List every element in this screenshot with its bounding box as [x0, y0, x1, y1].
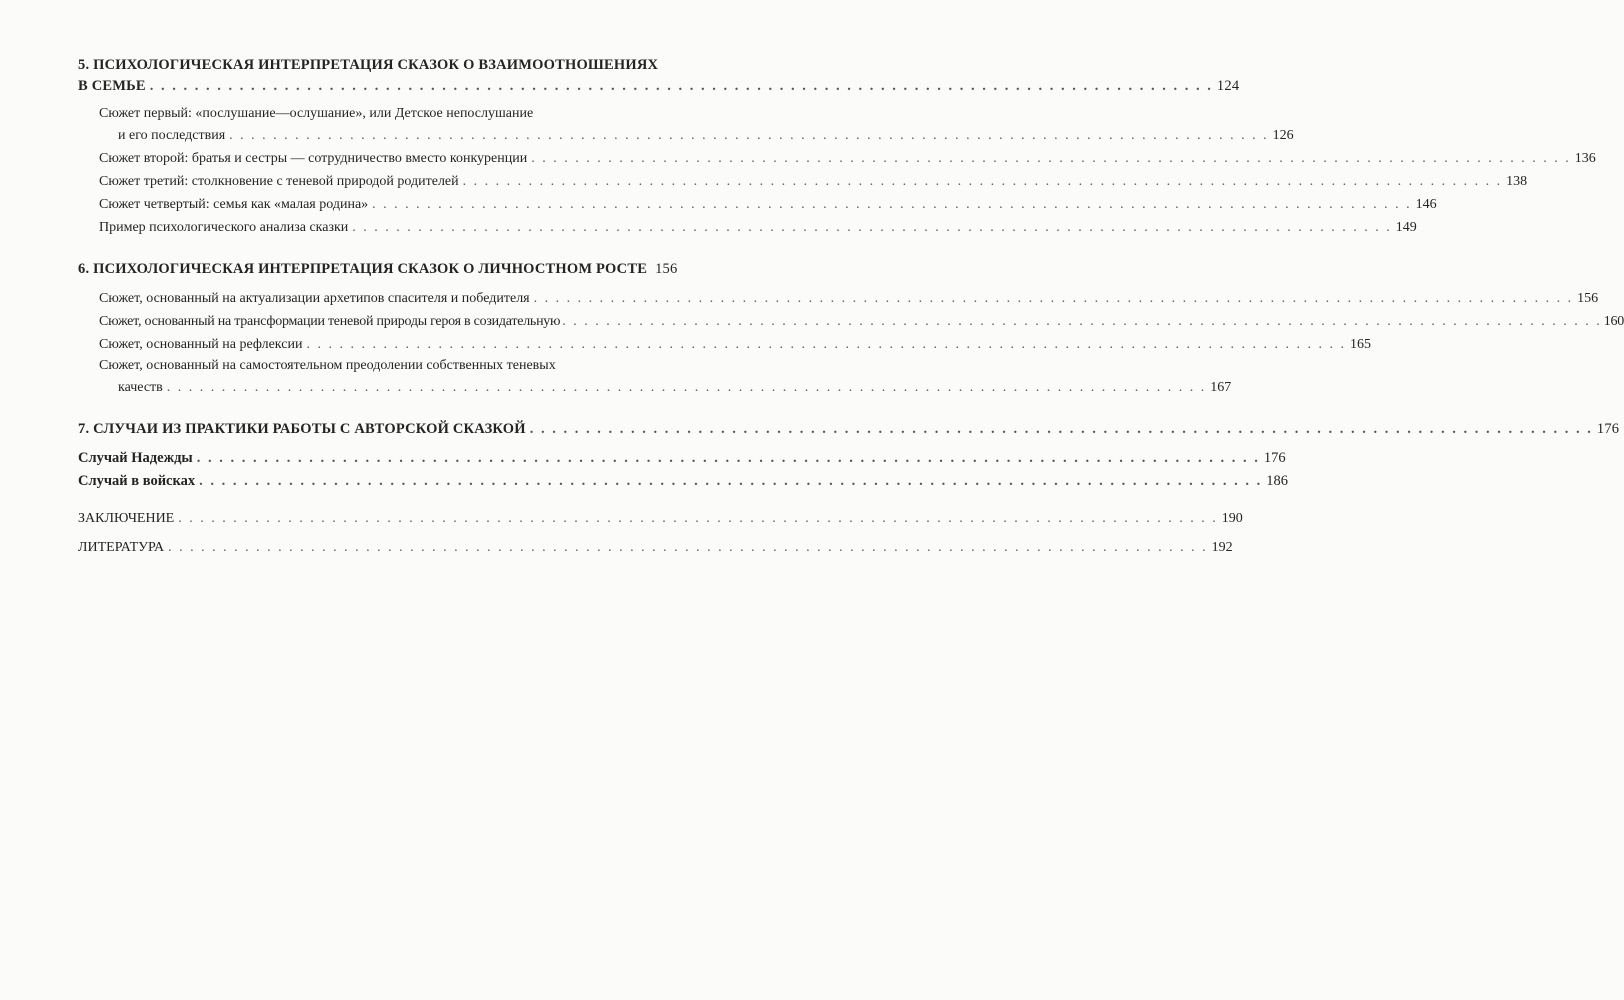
- toc-item[interactable]: [78, 333, 1371, 356]
- page-number: 165: [1349, 337, 1371, 352]
- item-title: Сюжет третий: столкновение с теневой природой родителей: [99, 174, 459, 189]
- page-number: 176: [1596, 421, 1620, 437]
- leader-dots: [534, 287, 1574, 310]
- page-number: 192: [1211, 540, 1233, 555]
- page-number: 176: [1263, 450, 1286, 466]
- item-title: Сюжет, основанный на трансформации теневой природы героя в созидательную: [99, 314, 561, 329]
- leader-dots: [150, 75, 1213, 98]
- leader-dots: [197, 447, 1260, 470]
- leader-dots: [306, 333, 1346, 356]
- page-number: 190: [1221, 511, 1243, 526]
- item-title: ЗАКЛЮЧЕНИЕ: [78, 511, 175, 526]
- toc-item[interactable]: [78, 147, 1596, 170]
- toc-item[interactable]: [78, 310, 1624, 333]
- chapter-title-line2: В СЕМЬЕ: [78, 78, 146, 94]
- page-number: 156: [1577, 291, 1599, 306]
- leader-dots: [530, 418, 1593, 441]
- toc-item[interactable]: [78, 193, 1437, 216]
- leader-dots: [352, 216, 1392, 239]
- item-title: Сюжет, основанный на актуализации архетипов спасителя и победителя: [99, 291, 530, 306]
- toc-item[interactable]: [78, 216, 1417, 239]
- leader-dots: [372, 193, 1412, 216]
- leader-dots: [199, 470, 1262, 493]
- page-number: 167: [1210, 380, 1232, 395]
- toc-entry: [78, 75, 1240, 98]
- item-title: Сюжет второй: братья и сестры — сотрудничество вместо конкуренции: [99, 151, 528, 166]
- toc-item[interactable]: [78, 356, 1232, 399]
- chapter-title: 7. СЛУЧАИ ИЗ ПРАКТИКИ РАБОТЫ С АВТОРСКОЙ СКАЗКОЙ: [78, 421, 526, 437]
- page-number: 136: [1574, 151, 1596, 166]
- page-number: 126: [1272, 128, 1294, 143]
- leader-dots: [178, 507, 1218, 530]
- leader-dots: [168, 536, 1208, 559]
- page-number: 138: [1506, 174, 1528, 189]
- table-of-contents: [78, 55, 1624, 559]
- item-title: Сюжет, основанный на рефлексии: [99, 337, 303, 352]
- item-title-line1: Сюжет, основанный на самостоятельном преодолении собственных теневых: [99, 358, 556, 373]
- item-title: Случай в войсках: [78, 473, 196, 489]
- toc-chapter-5[interactable]: [78, 55, 1240, 98]
- toc-chapter-7[interactable]: [78, 418, 1620, 441]
- leader-dots: [229, 124, 1269, 147]
- toc-entry: [78, 124, 1294, 147]
- leader-dots: [463, 170, 1503, 193]
- leader-dots: [167, 376, 1207, 399]
- page-number: 186: [1266, 473, 1289, 489]
- item-title: Случай Надежды: [78, 450, 193, 466]
- item-title-line1: Сюжет первый: «послушание—ослушание», или Детское непослушание: [99, 106, 534, 121]
- toc-chapter-6[interactable]: [78, 258, 678, 281]
- leader-dots: [562, 310, 1602, 333]
- page-number: 146: [1415, 197, 1437, 212]
- page-number: 156: [655, 261, 678, 277]
- toc-item[interactable]: [78, 170, 1528, 193]
- item-title: Пример психологического анализа сказки: [99, 220, 349, 235]
- item-title: ЛИТЕРАТУРА: [78, 540, 165, 555]
- toc-item[interactable]: [78, 447, 1286, 470]
- leader-dots: [531, 147, 1571, 170]
- toc-literature[interactable]: [78, 536, 1233, 559]
- item-title-line2: качеств: [118, 380, 163, 395]
- toc-item[interactable]: [78, 287, 1599, 310]
- item-title-line2: и его последствия: [118, 128, 226, 143]
- chapter-title-line1: 5. ПСИХОЛОГИЧЕСКАЯ ИНТЕРПРЕТАЦИЯ СКАЗОК О ВЗАИМООТНОШЕНИЯХ: [78, 57, 659, 73]
- chapter-title: 6. ПСИХОЛОГИЧЕСКАЯ ИНТЕРПРЕТАЦИЯ СКАЗОК О ЛИЧНОСТНОМ РОСТЕ: [78, 261, 648, 277]
- toc-conclusion[interactable]: [78, 507, 1243, 530]
- page-number: 149: [1395, 220, 1417, 235]
- page-number: 160: [1603, 314, 1624, 329]
- toc-item[interactable]: [78, 104, 1294, 147]
- page-number: 124: [1216, 78, 1240, 94]
- toc-item[interactable]: [78, 470, 1289, 493]
- toc-entry: [78, 376, 1232, 399]
- item-title: Сюжет четвертый: семья как «малая родина»: [99, 197, 369, 212]
